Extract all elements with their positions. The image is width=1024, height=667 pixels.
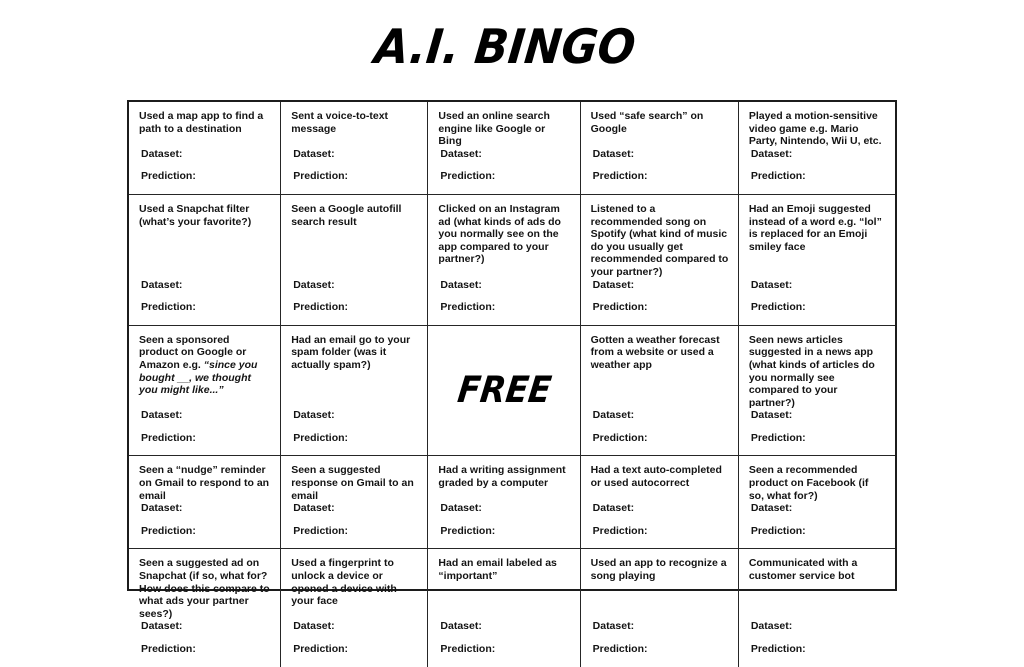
dataset-label: Dataset:: [750, 278, 793, 291]
dataset-label: Dataset:: [592, 278, 635, 291]
prediction-label: Prediction:: [141, 170, 196, 183]
dataset-label: Dataset:: [440, 502, 482, 515]
bingo-cell-r3c1: [129, 326, 281, 457]
prediction-label: Prediction:: [750, 643, 806, 655]
cell-prompt: Seen a sponsored product on Google or Amazon e.g. “since you bought __, we thought you might like...”: [139, 333, 258, 397]
bingo-cell-r1c1: [129, 102, 281, 195]
dataset-label: Dataset:: [750, 620, 793, 633]
dataset-label: Dataset:: [592, 409, 635, 422]
cell-prompt: Used “safe search” on Google: [590, 110, 704, 135]
prediction-label: Prediction:: [592, 431, 648, 444]
cell-prompt: Seen a “nudge” reminder on Gmail to respond to an email: [139, 464, 270, 502]
cell-prompt: Clicked on an Instagram ad (what kinds of ads do you normally see on the app compared to your partner?): [438, 202, 561, 266]
prediction-label: Prediction:: [592, 301, 648, 314]
dataset-label: Dataset:: [750, 147, 793, 160]
cell-prompt: Had an email labeled as “important”: [438, 557, 557, 583]
cell-prompt: Played a motion-sensitive video game e.g. Mario Party, Nintendo, Wii U, etc.: [748, 110, 882, 148]
bingo-cell-r1c4: [581, 102, 739, 195]
prediction-label: Prediction:: [750, 170, 806, 183]
prediction-label: Prediction:: [141, 301, 196, 314]
cell-prompt: Used an app to recognize a song playing: [590, 557, 727, 583]
bingo-cell-r3c5: [739, 326, 895, 457]
cell-prompt: Seen a recommended product on Facebook (if so, what for?): [748, 464, 869, 502]
cell-prompt: Seen a suggested ad on Snapchat (if so, what for? How does this compare to what ads your partner sees?): [139, 557, 270, 620]
prediction-label: Prediction:: [592, 643, 648, 655]
bingo-cell-r1c5: [739, 102, 895, 195]
cell-prompt: Had an email go to your spam folder (was it actually spam?): [291, 333, 411, 371]
bingo-cell-r2c5: [739, 195, 895, 326]
cell-prompt-italic: “since you bought __, we thought you might like...”: [139, 358, 258, 397]
cell-prompt: Used a Snapchat filter (what’s your favorite?): [139, 202, 252, 228]
prediction-label: Prediction:: [141, 431, 196, 444]
dataset-label: Dataset:: [750, 409, 793, 422]
cell-prompt: Had a writing assignment graded by a computer: [438, 464, 566, 490]
prediction-label: Prediction:: [592, 524, 648, 537]
dataset-label: Dataset:: [440, 620, 482, 633]
bingo-cell-r3c2: [281, 326, 428, 457]
bingo-cell-r1c2: [281, 102, 428, 195]
prediction-label: Prediction:: [440, 524, 496, 537]
cell-prompt: Seen a suggested response on Gmail to an email: [291, 464, 414, 502]
cell-prompt: Used an online search engine like Google or Bing: [438, 110, 550, 148]
prediction-label: Prediction:: [293, 431, 349, 444]
dataset-label: Dataset:: [141, 278, 183, 291]
bingo-cell-r4c5: [739, 456, 895, 549]
cell-prompt: Used a map app to find a path to a destination: [139, 110, 264, 135]
bingo-cell-r5c3: [428, 549, 580, 666]
cell-prompt: Listened to a recommended song on Spotify (what kind of music do you usually get recommended compared to your partner?): [590, 202, 729, 278]
dataset-label: Dataset:: [440, 278, 482, 291]
bingo-cell-r2c1: [129, 195, 281, 326]
dataset-label: Dataset:: [293, 502, 335, 515]
prediction-label: Prediction:: [293, 524, 349, 537]
bingo-cell-r1c3: [428, 102, 580, 195]
cell-prompt: Seen a Google autofill search result: [291, 202, 402, 228]
bingo-cell-r5c5: [739, 549, 895, 666]
dataset-label: Dataset:: [141, 147, 183, 160]
bingo-cell-r2c3: [428, 195, 580, 326]
prediction-label: Prediction:: [141, 524, 196, 537]
prediction-label: Prediction:: [440, 301, 496, 314]
bingo-cell-r5c1: [129, 549, 281, 666]
bingo-cell-r4c3: [428, 456, 580, 549]
bingo-cell-r4c4: [581, 456, 739, 549]
bingo-grid: [127, 100, 897, 655]
page-title: A.I. BINGO: [371, 19, 639, 76]
prediction-label: Prediction:: [750, 431, 806, 444]
dataset-label: Dataset:: [750, 502, 793, 515]
prediction-label: Prediction:: [293, 170, 349, 183]
cell-prompt: Communicated with a customer service bot: [748, 557, 858, 583]
dataset-label: Dataset:: [440, 147, 482, 160]
dataset-label: Dataset:: [141, 620, 183, 633]
dataset-label: Dataset:: [293, 409, 335, 422]
dataset-label: Dataset:: [293, 620, 335, 633]
bingo-cell-r5c4: [581, 549, 739, 666]
prediction-label: Prediction:: [750, 524, 806, 537]
free-cell: [428, 326, 580, 457]
bingo-cell-r3c4: [581, 326, 739, 457]
dataset-label: Dataset:: [592, 620, 635, 633]
prediction-label: Prediction:: [293, 301, 349, 314]
cell-prompt: Gotten a weather forecast from a website or used a weather app: [590, 333, 720, 371]
cell-prompt: Had an Emoji suggested instead of a word e.g. “lol” is replaced for an Emoji smiley face: [748, 202, 882, 253]
bingo-cell-r2c2: [281, 195, 428, 326]
bingo-cell-r4c2: [281, 456, 428, 549]
prediction-label: Prediction:: [750, 301, 806, 314]
cell-prompt: Had a text auto-completed or used autocorrect: [590, 464, 722, 490]
prediction-label: Prediction:: [440, 643, 496, 655]
dataset-label: Dataset:: [141, 502, 183, 515]
prediction-label: Prediction:: [592, 170, 648, 183]
cell-prompt: Sent a voice-to-text message: [291, 110, 389, 135]
dataset-label: Dataset:: [592, 147, 635, 160]
prediction-label: Prediction:: [141, 643, 196, 655]
bingo-cell-r4c1: [129, 456, 281, 549]
cell-prompt: Seen news articles suggested in a news app (what kinds of articles do you normally see compared to your partner?): [748, 333, 875, 409]
cell-prompt: Used a fingerprint to unlock a device or opened a device with your face: [291, 557, 397, 608]
free-label: FREE: [455, 368, 554, 412]
bingo-cell-r2c4: [581, 195, 739, 326]
dataset-label: Dataset:: [293, 278, 335, 291]
prediction-label: Prediction:: [440, 170, 496, 183]
dataset-label: Dataset:: [592, 502, 635, 515]
bingo-cell-r5c2: [281, 549, 428, 666]
dataset-label: Dataset:: [293, 147, 335, 160]
dataset-label: Dataset:: [141, 409, 183, 422]
prediction-label: Prediction:: [293, 643, 349, 655]
